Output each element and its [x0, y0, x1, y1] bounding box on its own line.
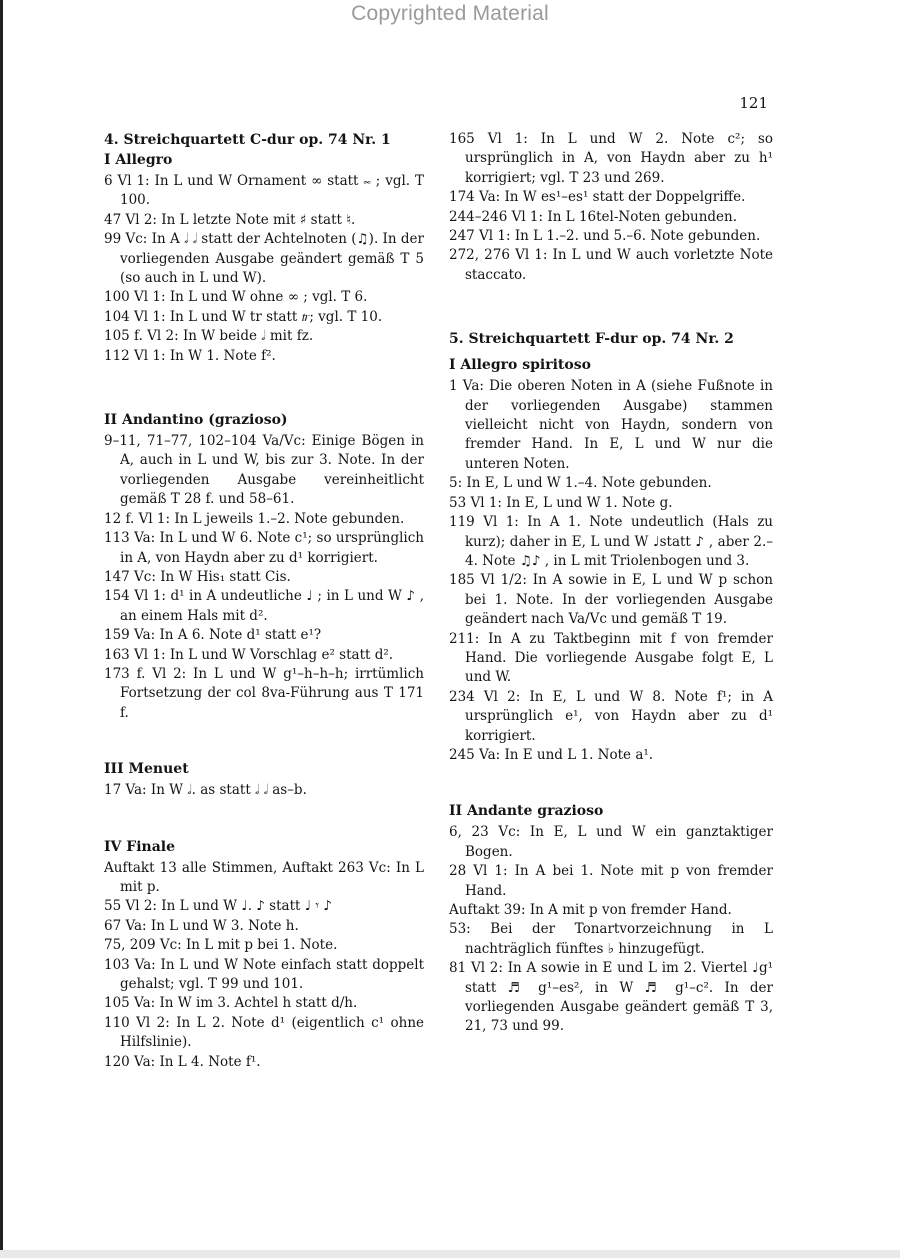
note-entry: 47 Vl 2: In L letzte Note mit ♯ statt ♮. — [104, 211, 356, 228]
page-edge — [0, 0, 3, 1258]
note-entry: 159 Va: In A 6. Note d¹ statt e¹? — [104, 627, 322, 644]
note-entry: 234 Vl 2: In E, L und W 8. Note f¹; in A ursprünglich e¹, von Haydn aber zu d¹ korrigiert. — [449, 688, 773, 744]
movement-title: IV Finale — [104, 838, 176, 855]
note-entry: 81 Vl 2: In A sowie in E und L im 2. Viertel ♩g¹ statt ♬ g¹–es², in W ♬ g¹–c². In der vorliegenden Ausgabe geändert gemäß T 3, 21, 73 und 99. — [449, 960, 773, 1035]
note-entry: Auftakt 39: In A mit p von fremder Hand. — [449, 902, 732, 918]
note-entry: 247 Vl 1: In L 1.–2. und 5.–6. Note gebunden. — [449, 228, 761, 245]
note-entry: 6 Vl 1: In L und W Ornament ∞ statt 𝆗 ; vgl. T 100. — [104, 173, 424, 209]
note-entry: 105 Va: In W im 3. Achtel h statt d/h. — [104, 995, 358, 1012]
movement-title: II Andantino (grazioso) — [104, 412, 288, 429]
bottom-edge — [0, 1250, 900, 1258]
note-entry: 174 Va: In W es¹–es¹ statt der Doppelgriffe. — [449, 189, 746, 206]
note-entry: 165 Vl 1: In L und W 2. Note c²; so ursprünglich in A, von Haydn aber zu h¹ korrigiert; vgl. T 23 und 269. — [449, 131, 773, 186]
note-entry: 9–11, 71–77, 102–104 Va/Vc: Einige Bögen in A, auch in L und W, bis zur 3. Note. In der vorliegenden Ausgabe vereinheitlicht gemäß T 28 f. und 58–61. — [104, 433, 424, 508]
page-number: 121 — [739, 94, 768, 112]
note-entry: 28 Vl 1: In A bei 1. Note mit p von fremder Hand. — [449, 863, 773, 899]
note-entry: 163 Vl 1: In L und W Vorschlag e² statt d². — [104, 646, 394, 663]
note-entry: 12 f. Vl 1: In L jeweils 1.–2. Note gebunden. — [104, 510, 405, 527]
note-entry: 185 Vl 1/2: In A sowie in E, L und W p schon bei 1. Note. In der vorliegenden Ausgabe geändert nach Va/Vc und gemäß T 19. — [449, 572, 773, 628]
note-entry: 99 Vc: In A 𝅗𝅥 𝅗𝅥 statt der Achtelnoten (♫). In der vorliegenden Ausgabe geändert gemäß T 5 (so auch in L und W). — [104, 231, 424, 287]
note-entry: 75, 209 Vc: In L mit p bei 1. Note. — [104, 937, 338, 954]
note-entry: 147 Vc: In W His₁ statt Cis. — [104, 568, 291, 585]
note-entry: 154 Vl 1: d¹ in A undeutliche ♩ ; in L und W ♪ , an einem Hals mit d². — [104, 588, 424, 624]
note-entry: 211: In A zu Taktbeginn mit f von fremder Hand. Die vorliegende Ausgabe folgt E, L und W. — [449, 630, 773, 686]
note-entry: 55 Vl 2: In L und W ♩. ♪ statt ♩ 𝄾 ♪ — [104, 898, 332, 915]
note-entry: 53: Bei der Tonartvorzeichnung in L nachträglich fünftes ♭ hinzugefügt. — [449, 921, 773, 957]
note-entry: 17 Va: In W 𝅗𝅥. as statt 𝅗𝅥 𝅗𝅥 as–b. — [104, 782, 307, 799]
movement-title: III Menuet — [104, 761, 189, 778]
note-entry: 104 Vl 1: In L und W tr statt 𝆖; vgl. T 10. — [104, 308, 383, 325]
note-entry: 53 Vl 1: In E, L und W 1. Note g. — [449, 494, 673, 511]
movement-title: I Allegro spiritoso — [449, 357, 591, 374]
note-entry: 110 Vl 2: In L 2. Note d¹ (eigentlich c¹ ohne Hilfslinie). — [104, 1014, 424, 1051]
note-entry: Auftakt 13 alle Stimmen, Auftakt 263 Vc: In L mit p. — [104, 859, 424, 895]
note-entry: 119 Vl 1: In A 1. Note undeutlich (Hals zu kurz); daher in E, L und W ♩statt ♪ , aber 2.–4. Note ♫♪ , in L mit Triolenbogen und 3. — [449, 514, 773, 569]
note-entry: 113 Va: In L und W 6. Note c¹; so ursprünglich in A, von Haydn aber zu d¹ korrigiert. — [104, 530, 424, 566]
note-entry: 112 Vl 1: In W 1. Note f². — [104, 347, 276, 364]
note-entry: 245 Va: In E und L 1. Note a¹. — [449, 746, 654, 763]
watermark: Copyrighted Material — [351, 2, 549, 25]
movement-title: I Allegro — [104, 152, 173, 168]
note-entry: 120 Va: In L 4. Note f¹. — [104, 1053, 261, 1070]
note-entry: 100 Vl 1: In L und W ohne ∞ ; vgl. T 6. — [104, 289, 368, 306]
note-entry: 103 Va: In L und W Note einfach statt doppelt gehalst; vgl. T 99 und 101. — [104, 956, 424, 992]
work-5-title: 5. Streichquartett F-dur op. 74 Nr. 2 — [449, 331, 734, 348]
note-entry: 67 Va: In L und W 3. Note h. — [104, 917, 299, 934]
note-entry: 1 Va: Die oberen Noten in A (siehe Fußnote in der vorliegenden Ausgabe) stammen vielleicht nicht von Haydn, sondern von fremder Hand. In E, L und W nur die unteren Noten. — [449, 378, 773, 472]
note-entry: 173 f. Vl 2: In L und W g¹–h–h–h; irrtümlich Fortsetzung der col 8va-Führung aus T 171 f. — [104, 665, 424, 721]
note-entry: 105 f. Vl 2: In W beide 𝅗𝅥 mit fz. — [104, 328, 314, 345]
movement-title: II Andante grazioso — [449, 803, 604, 820]
note-entry: 5: In E, L und W 1.–4. Note gebunden. — [449, 475, 712, 492]
work-4-title: 4. Streichquartett C-dur op. 74 Nr. 1 — [104, 132, 391, 148]
note-entry: 6, 23 Vc: In E, L und W ein ganztaktiger Bogen. — [449, 824, 773, 860]
left-column — [104, 130, 424, 1072]
note-entry: 244–246 Vl 1: In L 16tel-Noten gebunden. — [449, 208, 738, 225]
right-column — [449, 130, 773, 1037]
note-entry: 272, 276 Vl 1: In L und W auch vorletzte Note staccato. — [449, 247, 773, 283]
